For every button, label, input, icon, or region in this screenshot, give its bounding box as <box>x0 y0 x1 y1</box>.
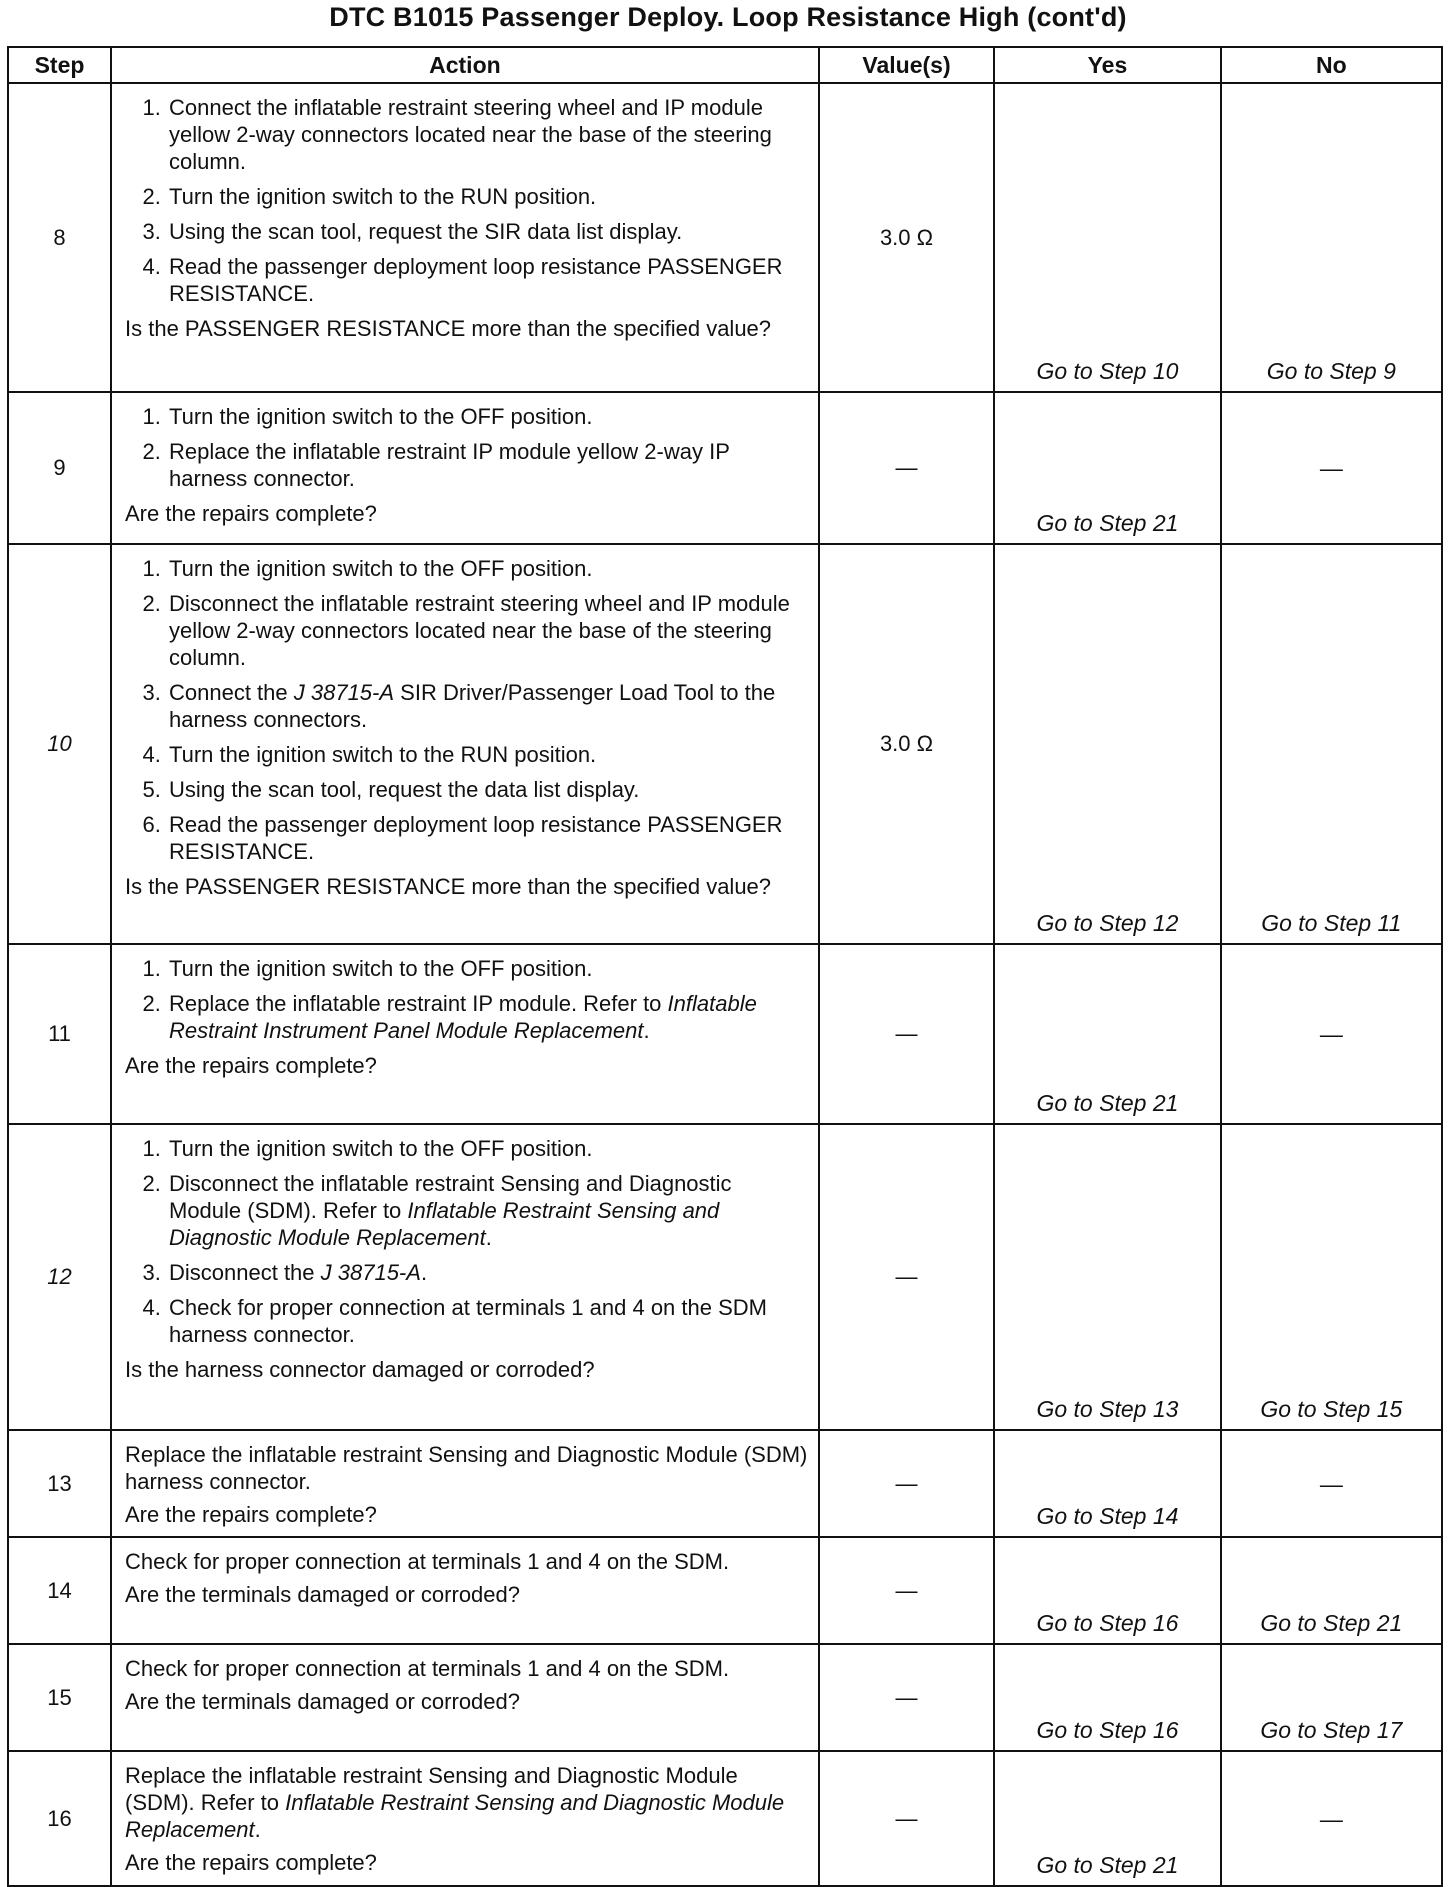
no-cell: — <box>1221 1430 1442 1537</box>
action-question: Are the repairs complete? <box>125 501 377 526</box>
action-step: 1. Turn the ignition switch to the OFF position. <box>167 955 808 982</box>
value-cell: — <box>819 944 994 1124</box>
step-text: Disconnect the inflatable restraint Sensing and Diagnostic Module (SDM). Refer to <box>169 1171 732 1223</box>
action-step: 5. Using the scan tool, request the data list display. <box>167 776 808 803</box>
action-cell <box>111 1124 819 1430</box>
no-cell: — <box>1221 1751 1442 1886</box>
step-number: 10 <box>8 544 111 944</box>
procedure-reference: Inflatable Restraint Instrument Panel Module Replacement <box>169 991 757 1043</box>
table-row <box>8 544 1442 944</box>
action-step: 4. Read the passenger deployment loop resistance PASSENGER RESISTANCE. <box>167 253 808 307</box>
page-title: DTC B1015 Passenger Deploy. Loop Resistance High (cont'd) <box>329 2 1127 32</box>
procedure-reference: Inflatable Restraint Sensing and Diagnostic Module Replacement <box>169 1198 720 1250</box>
yes-cell: Go to Step 16 <box>994 1644 1220 1751</box>
step-number: 9 <box>8 392 111 544</box>
action-cell <box>111 1537 819 1644</box>
action-step: 3. Using the scan tool, request the SIR data list display. <box>167 218 808 245</box>
action-step <box>167 679 808 733</box>
step-number: 11 <box>8 944 111 1124</box>
table-row <box>8 392 1442 544</box>
step-number: 13 <box>8 1430 111 1537</box>
action-step: 6. Read the passenger deployment loop resistance PASSENGER RESISTANCE. <box>167 811 808 865</box>
value-cell: — <box>819 1430 994 1537</box>
step-number: 14 <box>8 1537 111 1644</box>
action-step: 1. Turn the ignition switch to the OFF position. <box>167 1135 808 1162</box>
step-text: . <box>420 1260 428 1285</box>
no-cell: Go to Step 17 <box>1221 1644 1442 1751</box>
value-cell: — <box>819 392 994 544</box>
action-steps <box>125 555 808 865</box>
value-cell: 3.0 Ω <box>819 83 994 392</box>
value-cell: — <box>819 1644 994 1751</box>
action-step: 2. Disconnect the inflatable restraint steering wheel and IP module yellow 2-way connectors located near the base of the steering column. <box>167 590 808 671</box>
action-cell <box>111 1751 819 1886</box>
yes-cell: Go to Step 21 <box>994 392 1220 544</box>
action-question: Is the harness connector damaged or corroded? <box>125 1357 595 1382</box>
action-question: Are the repairs complete? <box>125 1053 377 1078</box>
action-step: 2. Turn the ignition switch to the RUN position. <box>167 183 808 210</box>
step-text: Replace the inflatable restraint Sensing and Diagnostic Module (SDM). Refer to <box>125 1763 738 1815</box>
yes-cell: Go to Step 13 <box>994 1124 1220 1430</box>
table-row <box>8 1430 1442 1537</box>
action-question: Is the PASSENGER RESISTANCE more than the specified value? <box>125 874 772 899</box>
action-question: Is the PASSENGER RESISTANCE more than the specified value? <box>125 316 772 341</box>
action-steps <box>125 403 808 492</box>
no-cell: Go to Step 11 <box>1221 544 1442 944</box>
procedure-reference: Inflatable Restraint Sensing and Diagnostic Module Replacement <box>125 1790 785 1842</box>
step-text: Disconnect the <box>169 1260 321 1285</box>
tool-reference: J 38715-A <box>293 680 395 705</box>
action-step: 4. Turn the ignition switch to the RUN position. <box>167 741 808 768</box>
action-text: Check for proper connection at terminals 1 and 4 on the SDM. <box>125 1549 730 1574</box>
action-text: Replace the inflatable restraint Sensing and Diagnostic Module (SDM) harness connector. <box>125 1442 808 1494</box>
yes-cell: Go to Step 14 <box>994 1430 1220 1537</box>
header-action: Action <box>111 47 819 83</box>
action-step <box>167 1259 808 1286</box>
value-cell: — <box>819 1751 994 1886</box>
action-steps <box>125 955 808 1044</box>
action-step: 4. Check for proper connection at terminals 1 and 4 on the SDM harness connector. <box>167 1294 808 1348</box>
action-step: 1. Turn the ignition switch to the OFF position. <box>167 555 808 582</box>
tool-reference: J 38715-A <box>320 1260 421 1285</box>
no-cell: Go to Step 15 <box>1221 1124 1442 1430</box>
action-step <box>167 1170 808 1251</box>
action-cell <box>111 544 819 944</box>
step-text: . <box>643 1018 650 1043</box>
value-cell: — <box>819 1124 994 1430</box>
header-yes: Yes <box>994 47 1220 83</box>
table-row <box>8 1124 1442 1430</box>
yes-cell: Go to Step 21 <box>994 1751 1220 1886</box>
action-question: Are the terminals damaged or corroded? <box>125 1582 520 1607</box>
action-question: Are the repairs complete? <box>125 1850 377 1875</box>
action-text: Check for proper connection at terminals 1 and 4 on the SDM. <box>125 1656 730 1681</box>
table-row <box>8 1537 1442 1644</box>
step-text: SIR Driver/Passenger Load Tool to the harness connectors. <box>169 680 776 732</box>
step-text: Replace the inflatable restraint IP module. Refer to <box>169 991 668 1016</box>
action-step <box>167 990 808 1044</box>
action-steps <box>125 1135 808 1348</box>
action-cell <box>111 944 819 1124</box>
header-step: Step <box>8 47 111 83</box>
step-text: . <box>485 1225 492 1250</box>
header-row <box>8 47 1442 83</box>
table-row <box>8 83 1442 392</box>
step-text: Connect the <box>169 680 294 705</box>
no-cell: Go to Step 9 <box>1221 83 1442 392</box>
no-cell: Go to Step 21 <box>1221 1537 1442 1644</box>
table-row <box>8 1751 1442 1886</box>
action-text <box>125 1762 808 1843</box>
step-number: 12 <box>8 1124 111 1430</box>
table-row <box>8 1644 1442 1751</box>
no-cell: — <box>1221 944 1442 1124</box>
yes-cell: Go to Step 12 <box>994 544 1220 944</box>
action-cell <box>111 1644 819 1751</box>
action-step: 2. Replace the inflatable restraint IP module yellow 2-way IP harness connector. <box>167 438 808 492</box>
header-no: No <box>1221 47 1442 83</box>
action-question: Are the terminals damaged or corroded? <box>125 1689 520 1714</box>
action-cell <box>111 83 819 392</box>
step-number: 16 <box>8 1751 111 1886</box>
value-cell: — <box>819 1537 994 1644</box>
step-number: 15 <box>8 1644 111 1751</box>
action-step: 1. Connect the inflatable restraint steering wheel and IP module yellow 2-way connectors located near the base of the steering column. <box>167 94 808 175</box>
action-steps <box>125 94 808 307</box>
action-cell <box>111 392 819 544</box>
yes-cell: Go to Step 16 <box>994 1537 1220 1644</box>
yes-cell: Go to Step 21 <box>994 944 1220 1124</box>
value-cell: 3.0 Ω <box>819 544 994 944</box>
action-cell <box>111 1430 819 1537</box>
header-values: Value(s) <box>819 47 994 83</box>
no-cell: — <box>1221 392 1442 544</box>
action-question: Are the repairs complete? <box>125 1502 377 1527</box>
diagnostic-table <box>7 46 1443 1887</box>
action-step: 1. Turn the ignition switch to the OFF position. <box>167 403 808 430</box>
table-row <box>8 944 1442 1124</box>
step-text: . <box>254 1817 261 1842</box>
step-number: 8 <box>8 83 111 392</box>
yes-cell: Go to Step 10 <box>994 83 1220 392</box>
